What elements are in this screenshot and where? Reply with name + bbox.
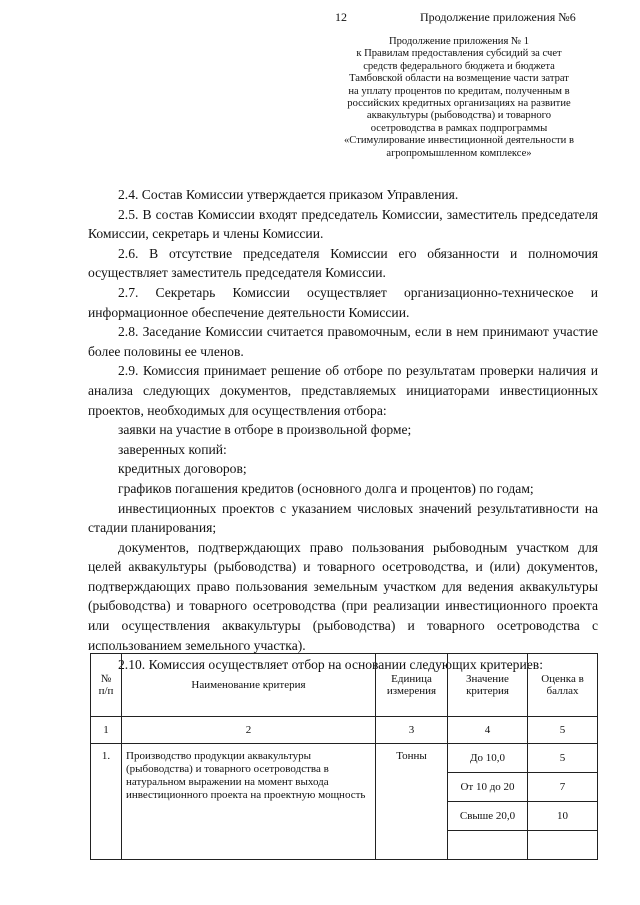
header-num: № п/п [91, 654, 122, 717]
criterion-value: Свыше 20,0 [448, 802, 528, 831]
column-number-row [91, 717, 598, 744]
criterion-value [448, 831, 528, 860]
row-number: 1. [91, 744, 122, 860]
paragraph-2-7: 2.7. Секретарь Комиссии осуществляет организационно-техническое и информационное обеспечение деятельности Комиссии. [88, 284, 598, 320]
annex-line: на уплату процентов по кредитам, полученным в [348, 85, 570, 97]
table-row [91, 744, 598, 773]
paragraph-2-4: 2.4. Состав Комиссии утверждается приказом Управления. [118, 187, 459, 202]
header-unit: Единица измерения [376, 654, 448, 717]
annex-line: Продолжение приложения № 1 [388, 36, 530, 47]
criterion-name: Производство продукции аквакультуры (рыбоводства) и товарного осетроводства в натуральном выражении на момент выхода инвестиционного проекта на проектную мощность [122, 744, 376, 860]
criterion-value: От 10 до 20 [448, 773, 528, 802]
annex-line: средств федерального бюджета и бюджета [363, 60, 555, 72]
annex-line: агропромышленном комплексе» [386, 147, 532, 159]
annex-line: осетроводства в рамках подпрограммы [370, 122, 548, 134]
annex-reference-block [318, 36, 600, 160]
paragraph-2-6: 2.6. В отсутствие председателя Комиссии его обязанности и полномочия осуществляет заместитель председателя Комиссии. [88, 245, 598, 281]
list-item: графиков погашения кредитов (основного долга и процентов) по годам; [118, 480, 534, 496]
criterion-unit: Тонны [376, 744, 448, 860]
annex-line: Тамбовской области на возмещение части затрат [349, 73, 569, 85]
paragraph-2-9: 2.9. Комиссия принимает решение об отборе по результатам проверки наличия и анализа следующих документов, представляемых инициаторами инвестиционных проектов, необходимых для осуществления отбора: [88, 363, 598, 418]
annex-line: российских кредитных организациях на развитие [347, 98, 571, 110]
column-number: 3 [376, 717, 448, 744]
paragraph-2-10: 2.10. Комиссия осуществляет отбор на основании следующих критериев: [118, 657, 543, 673]
criterion-score: 5 [528, 744, 598, 773]
annex-line: к Правилам предоставления субсидий за счет [356, 48, 562, 60]
criterion-score [528, 831, 598, 860]
paragraph-2-5: 2.5. В состав Комиссии входят председатель Комиссии, заместитель председателя Комиссии, секретарь и члены Комиссии. [88, 206, 598, 242]
list-item: заявки на участие в отборе в произвольной форме; [118, 422, 412, 438]
criterion-score: 10 [528, 802, 598, 831]
annex-line: «Стимулирование инвестиционной деятельности в [344, 135, 574, 147]
column-number: 5 [528, 717, 598, 744]
document-body [88, 185, 598, 675]
table-header-row [91, 654, 598, 717]
list-item: документов, подтверждающих право пользования рыбоводным участком для целей аквакультуры (рыбоводства) и товарного осетроводства, и (или) документов, подтверждающих право пользования земельным участком для ведения аквакультуры (рыбоводства) и товарного осетроводства (при реализации инвестиционного проекта или осуществления аквакультуры (рыбоводства) и товарного осетроводства с использованием земельного участка). [88, 539, 598, 653]
list-item: инвестиционных проектов с указанием числовых значений результативности на стадии планирования; [88, 500, 598, 536]
column-number: 4 [448, 717, 528, 744]
continuation-title: Продолжение приложения №6 [420, 10, 576, 24]
column-number: 2 [122, 717, 376, 744]
column-number: 1 [91, 717, 122, 744]
criterion-value: До 10,0 [448, 744, 528, 773]
list-item: заверенных копий: [118, 441, 227, 457]
page-number: 12 [335, 10, 347, 24]
annex-line: аквакультуры (рыбоводства) и товарного [366, 110, 552, 122]
header-value: Значение критерия [448, 654, 528, 717]
header-score: Оценка в баллах [528, 654, 598, 717]
criterion-score: 7 [528, 773, 598, 802]
list-item: кредитных договоров; [118, 461, 247, 477]
paragraph-2-8: 2.8. Заседание Комиссии считается правомочным, если в нем принимают участие более половины ее членов. [88, 324, 598, 359]
criteria-table [90, 653, 598, 860]
header-name: Наименование критерия [122, 654, 376, 717]
